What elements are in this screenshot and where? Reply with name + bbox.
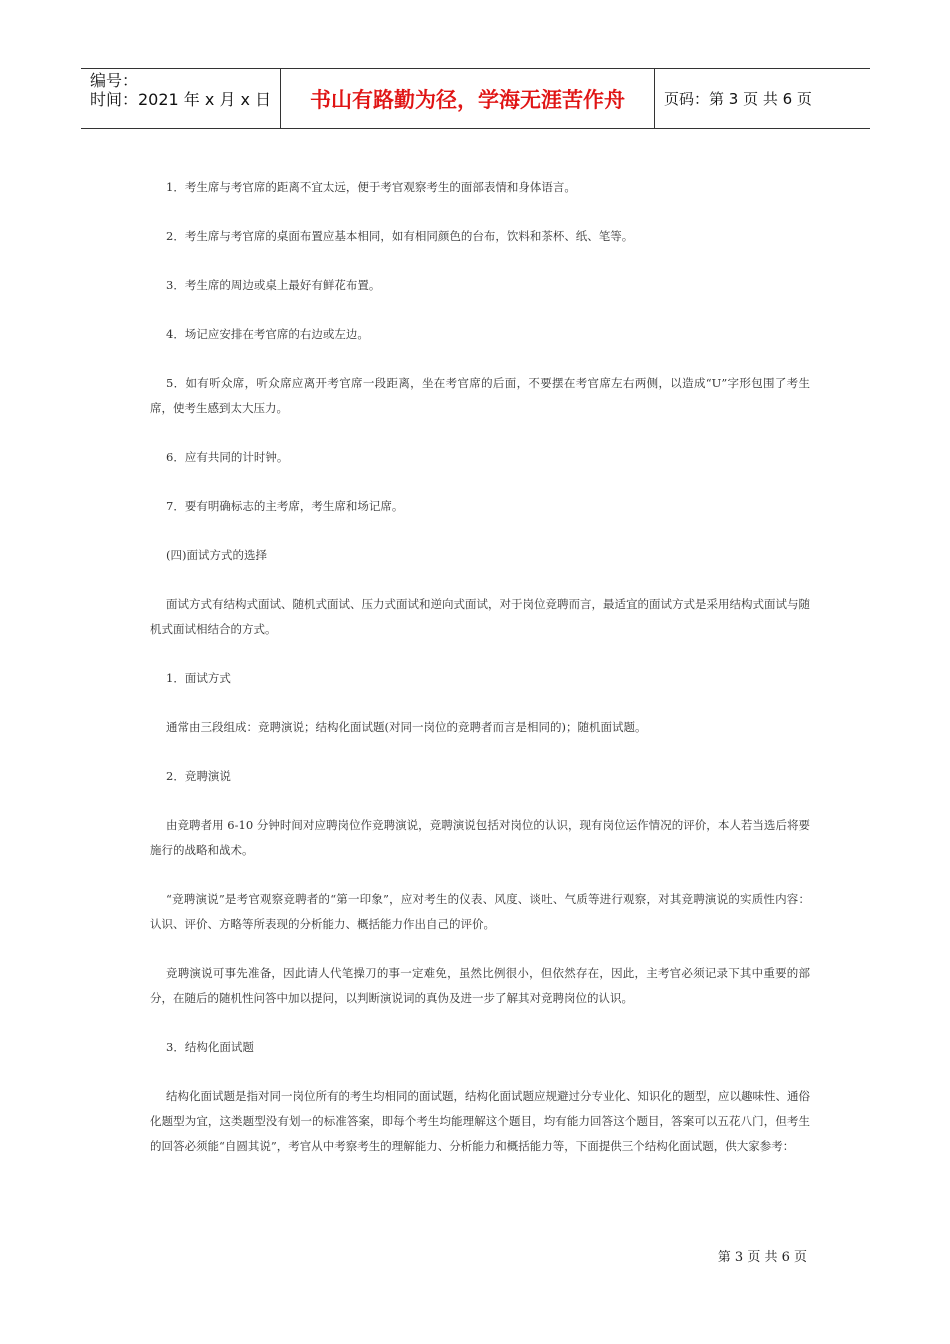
header-page-number: 页码：第 3 页 共 6 页 (664, 90, 812, 108)
document-body (150, 175, 810, 1183)
paragraph: 面试方式有结构式面试、随机式面试、压力式面试和逆向式面试，对于岗位竞聘而言，最适宜的面试方式是采用结构式面试与随机式面试相结合的方式。 (150, 597, 810, 636)
paragraph: 通常由三段组成：竞聘演说；结构化面试题(对同一岗位的竞聘者而言是相同的)；随机面试题。 (166, 720, 647, 734)
paragraph: “竞聘演说”是考官观察竞聘者的“第一印象”，应对考生的仪表、风度、谈吐、气质等进行观察，对其竞聘演说的实质性内容：认识、评价、方略等所表现的分析能力、概括能力作出自己的评价。 (150, 892, 810, 931)
subsection-heading: 3．结构化面试题 (166, 1040, 254, 1054)
document-number: 编号： (90, 71, 139, 90)
paragraph: 5．如有听众席，听众席应离开考官席一段距离，坐在考官席的后面，不要摆在考官席左右两侧，以造成“U”字形包围了考生席，使考生感到太大压力。 (150, 376, 810, 415)
header-motto: 书山有路勤为径，学海无涯苦作舟 (281, 69, 655, 128)
paragraph: 3．考生席的周边或桌上最好有鲜花布置。 (166, 278, 381, 292)
paragraph: 由竞聘者用 6-10 分钟时间对应聘岗位作竞聘演说，竞聘演说包括对岗位的认识，现有岗位运作情况的评价，本人若当选后将要施行的战略和战术。 (150, 818, 810, 857)
header-meta (81, 69, 281, 128)
paragraph: 2．考生席与考官席的桌面布置应基本相同，如有相同颜色的台布，饮料和茶杯、纸、笔等。 (166, 229, 634, 243)
paragraph: 1．考生席与考官席的距离不宜太远，便于考官观察考生的面部表情和身体语言。 (166, 180, 576, 194)
paragraph: 竞聘演说可事先准备，因此请人代笔操刀的事一定难免，虽然比例很小，但依然存在，因此，主考官必须记录下其中重要的部分，在随后的随机性问答中加以提问，以判断演说词的真伪及进一步了解其对竞聘岗位的认识。 (150, 966, 810, 1005)
subsection-heading: 1．面试方式 (166, 671, 231, 685)
paragraph: 4．场记应安排在考官席的右边或左边。 (166, 327, 369, 341)
paragraph: 7．要有明确标志的主考席，考生席和场记席。 (166, 499, 404, 513)
subsection-heading: 2．竞聘演说 (166, 769, 231, 783)
section-heading: (四)面试方式的选择 (166, 548, 267, 562)
document-header (81, 68, 870, 129)
page-footer: 第 3 页 共 6 页 (717, 1250, 807, 1265)
paragraph: 6．应有共同的计时钟。 (166, 450, 289, 464)
document-date: 时间：2021 年 x 月 x 日 (90, 90, 272, 109)
paragraph: 结构化面试题是指对同一岗位所有的考生均相同的面试题，结构化面试题应规避过分专业化、知识化的题型，应以趣味性、通俗化题型为宜，这类题型没有划一的标准答案，即每个考生均能理解这个题目，均有能力回答这个题目，答案可以五花八门，但考生的回答必须能“自圆其说”，考官从中考察考生的理解能力、分析能力和概括能力等，下面提供三个结构化面试题，供大家参考： (150, 1089, 810, 1153)
